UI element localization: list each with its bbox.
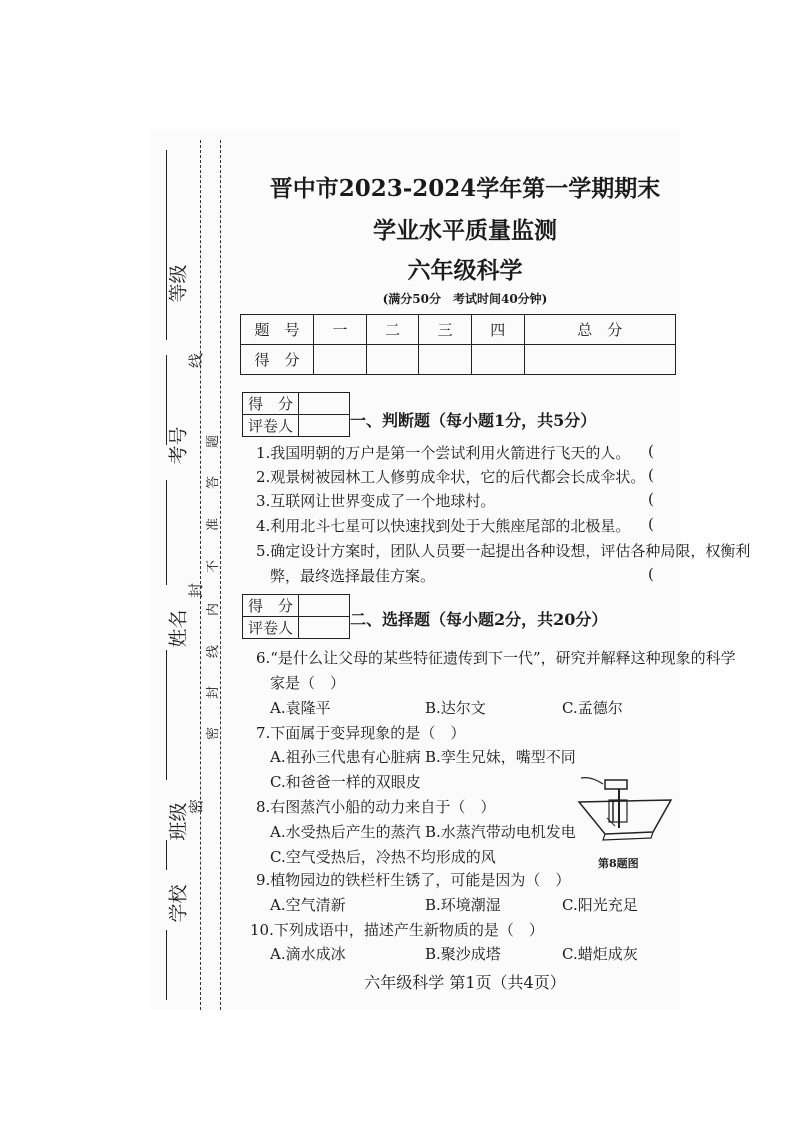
grader-name-label: 评卷人 — [243, 415, 299, 437]
seal-word-line: 线 — [187, 352, 206, 369]
exam-number-label: 考号 — [167, 426, 190, 465]
question-6: 6.“是什么让父母的某些特征遗传到下一代”，研究并解释这种现象的科学 — [256, 649, 736, 667]
option-9c: C.阳光充足 — [562, 896, 638, 914]
grader-box-1 — [242, 392, 350, 437]
question-6-cont: 家是（ ） — [270, 674, 346, 692]
option-8b: B.水蒸汽带动电机发电 — [425, 823, 576, 841]
score-input-cell[interactable] — [419, 345, 472, 375]
seal-warning-char: 密 — [206, 726, 222, 741]
binding-line-3 — [166, 480, 167, 585]
seal-warning-char: 线 — [206, 644, 222, 659]
answer-paren-2[interactable]: ( — [648, 466, 654, 484]
option-10c: C.蜡炬成灰 — [562, 945, 638, 963]
option-6c: C.孟德尔 — [562, 699, 623, 717]
option-6b: B.达尔文 — [425, 699, 486, 717]
option-7c: C.和爸爸一样的双眼皮 — [270, 773, 421, 791]
seal-warning-char: 答 — [206, 475, 222, 490]
binding-line-5 — [166, 840, 167, 870]
grader-name-cell[interactable] — [299, 415, 350, 437]
question-8: 8.右图蒸汽小船的动力来自于（ ） — [256, 798, 496, 816]
question-3: 3.互联网让世界变成了一个地球村。 — [256, 492, 496, 510]
option-6a: A.袁隆平 — [270, 699, 331, 717]
question-5-cont: 弊，最终选择最佳方案。 — [270, 567, 436, 585]
score-table-header-row — [241, 315, 676, 345]
seal-word-seal: 封 — [187, 582, 206, 599]
score-table-cell: 一 — [314, 315, 367, 345]
option-10b: B.聚沙成塔 — [425, 945, 501, 963]
answer-paren-5[interactable]: ( — [648, 565, 654, 583]
seal-word-close: 密 — [187, 798, 206, 815]
score-table — [240, 314, 676, 375]
score-table-cell: 二 — [366, 315, 419, 345]
seal-warning-char: 封 — [206, 685, 222, 700]
score-table-cell: 三 — [419, 315, 472, 345]
option-9a: A.空气清新 — [270, 896, 346, 914]
grader-score-label: 得 分 — [243, 393, 299, 415]
question-5: 5.确定设计方案时，团队人员要一起提出各种设想，评估各种局限，权衡利 — [256, 542, 751, 560]
binding-line-4 — [166, 650, 167, 780]
score-table-score-row — [241, 345, 676, 375]
section-1-heading: 一、判断题（每小题1分，共5分） — [350, 411, 597, 430]
answer-paren-3[interactable]: ( — [648, 490, 654, 508]
score-input-cell[interactable] — [471, 345, 524, 375]
grader-score-label: 得 分 — [243, 595, 299, 617]
question-4: 4.利用北斗七星可以快速找到处于大熊座尾部的北极星。 — [256, 517, 631, 535]
grade-label: 等级 — [167, 264, 190, 303]
question-10: 10.下列成语中，描述产生新物质的是（ ） — [250, 921, 544, 939]
seal-warning-char: 不 — [206, 559, 222, 574]
seal-warning-char: 内 — [206, 602, 222, 617]
exam-note: (满分50分 考试时间40分钟) — [382, 292, 548, 306]
section-2-heading: 二、选择题（每小题2分，共20分） — [350, 610, 608, 629]
grader-box-2 — [242, 594, 350, 639]
option-9b: B.环境潮湿 — [425, 896, 501, 914]
seal-dashed-line-inner — [220, 140, 221, 1010]
grader-score-cell[interactable] — [299, 393, 350, 415]
score-input-cell[interactable] — [524, 345, 675, 375]
score-table-cell: 总 分 — [524, 315, 675, 345]
score-table-cell: 四 — [471, 315, 524, 345]
page-footer: 六年级科学 第1页（共4页） — [364, 973, 566, 992]
option-10a: A.滴水成冰 — [270, 945, 346, 963]
option-7a: A.祖孙三代患有心脏病 — [270, 748, 421, 766]
binding-line-1 — [166, 150, 167, 340]
exam-title: 晋中市2023-2024学年第一学期期末 — [269, 175, 661, 202]
grader-name-label: 评卷人 — [243, 617, 299, 639]
score-table-cell: 得 分 — [241, 345, 314, 375]
exam-subject: 六年级科学 — [407, 257, 523, 284]
exam-subtitle: 学业水平质量监测 — [373, 217, 557, 244]
question-2: 2.观景树被园林工人修剪成伞状，它的后代都会长成伞状。 — [256, 468, 646, 486]
grader-name-cell[interactable] — [299, 617, 350, 639]
question-1: 1.我国明朝的万户是第一个尝试利用火箭进行飞天的人。 — [256, 444, 631, 462]
seal-dashed-line-outer — [200, 140, 201, 1010]
seal-warning-char: 准 — [206, 517, 222, 532]
option-8c: C.空气受热后，冷热不均形成的风 — [270, 848, 496, 866]
option-7b: B.孪生兄妹，嘴型不同 — [425, 748, 576, 766]
score-input-cell[interactable] — [314, 345, 367, 375]
score-input-cell[interactable] — [366, 345, 419, 375]
question-9: 9.植物园边的铁栏杆生锈了，可能是因为（ ） — [256, 871, 571, 889]
option-8a: A.水受热后产生的蒸汽 — [270, 823, 421, 841]
answer-paren-1[interactable]: ( — [648, 442, 654, 460]
class-label: 班级 — [167, 802, 190, 841]
answer-paren-4[interactable]: ( — [648, 515, 654, 533]
question-7: 7.下面属于变异现象的是（ ） — [256, 724, 466, 742]
grader-score-cell[interactable] — [299, 595, 350, 617]
name-label: 姓名 — [167, 609, 190, 648]
score-table-cell: 题 号 — [241, 315, 314, 345]
seal-warning-char: 题 — [206, 434, 222, 449]
figure-caption: 第8题图 — [598, 857, 639, 870]
school-label: 学校 — [167, 884, 190, 923]
binding-line-6 — [166, 930, 167, 1000]
steam-boat-figure — [575, 770, 675, 845]
